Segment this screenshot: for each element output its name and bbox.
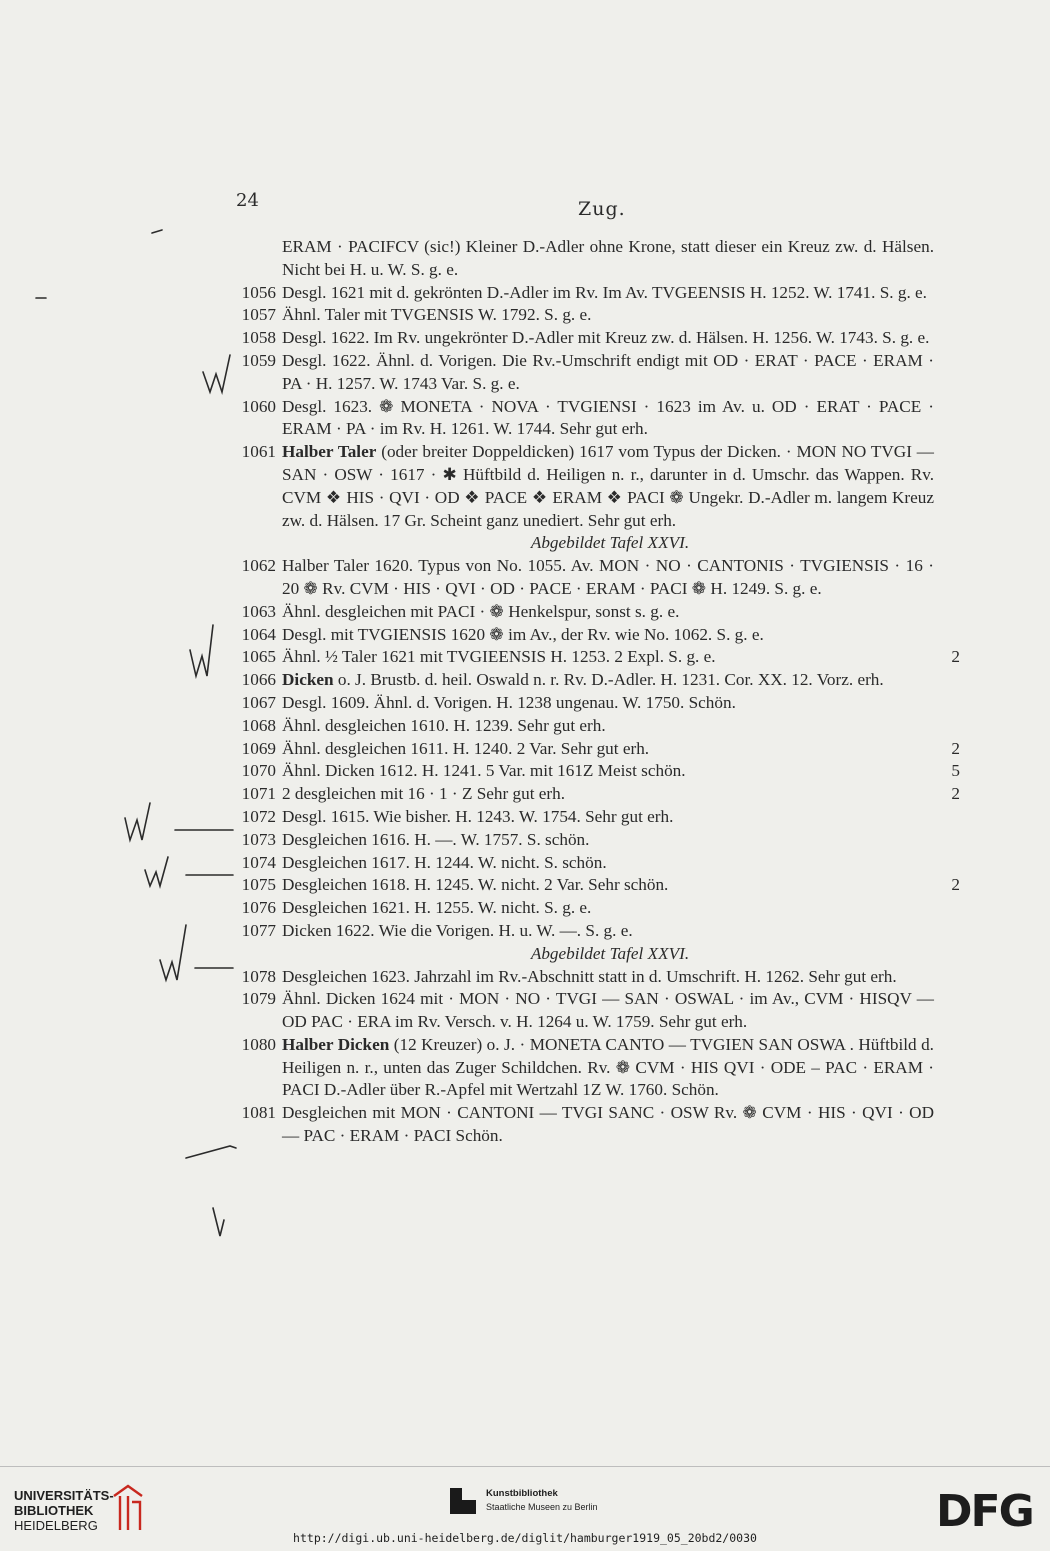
- plate-caption: Abgebildet Tafel XXVI.: [530, 533, 690, 553]
- entry-number: 1069: [241, 738, 276, 758]
- entry-text: [282, 897, 960, 920]
- entry-description: Halber Taler 1620. Typus von No. 1055. Av. MON · NO · CANTONIS · TVGIENSIS · 16 · 20 ❁ Rv. CVM · HIS · QVI · OD · PACE · ERAM · PACI ❁ H. 1249. S. g. e.: [282, 556, 934, 598]
- plate-caption: Abgebildet Tafel XXVI.: [530, 943, 690, 963]
- entry-description: o. J. Brustb. d. heil. Oswald n. r. Rv. D.-Adler. H. 1231. Cor. XX. 12. Vorz. erh.: [333, 670, 884, 690]
- entry-text: [282, 920, 960, 943]
- entry-number: 1066: [241, 670, 276, 690]
- catalog-entry: [230, 988, 960, 1034]
- entry-title: Halber Dicken: [282, 1034, 390, 1054]
- entry-description: Ähnl. Dicken 1612. H. 1241. 5 Var. mit 161Z Meist schön.: [282, 761, 686, 781]
- catalog-entry: [230, 601, 960, 624]
- footer-divider: [0, 1466, 1050, 1467]
- entry-description: Ähnl. desgleichen 1611. H. 1240. 2 Var. Sehr gut erh.: [282, 738, 650, 758]
- entry-description: 2 desgleichen mit 16 · 1 · Z Sehr gut erh.: [282, 784, 566, 804]
- entry-description: Desgl. 1623. ❁ MONETA · NOVA · TVGIENSI · 1623 im Av. u. OD · ERAT · PACE · ERAM · PA · im Rv. H. 1261. W. 1744. Sehr gut erh.: [282, 396, 934, 439]
- catalog-entry: [230, 555, 960, 601]
- entry-description: Desgleichen 1617. H. 1244. W. nicht. S. schön.: [282, 852, 607, 872]
- catalog-entry: [230, 350, 960, 396]
- entry-number: 1059: [241, 350, 276, 370]
- partner-title: Kunstbibliothek: [486, 1488, 558, 1499]
- pencil-line-1079: [186, 1146, 236, 1158]
- entry-number: 1060: [241, 396, 276, 416]
- entry-description: Desgl. 1622. Ähnl. d. Vorigen. Die Rv.-Umschrift endigt mit OD · ERAT · PACE · ERAM · PA · H. 1257. W. 1743 Var. S. g. e.: [282, 350, 934, 393]
- entry-number: 1080: [241, 1034, 276, 1054]
- entry-text: [282, 669, 960, 692]
- entry-number: [230, 236, 282, 282]
- entry-text: [282, 350, 960, 396]
- entry-text: [282, 852, 960, 875]
- entry-text: [282, 282, 960, 305]
- entry-text: [282, 874, 960, 897]
- entry-text: [282, 441, 960, 532]
- entry-number: 1056: [241, 282, 276, 302]
- catalog-entry: [230, 692, 960, 715]
- entry-number: 1072: [241, 806, 276, 826]
- entry-text: [282, 1034, 960, 1102]
- entry-quantity: 2: [951, 784, 960, 804]
- entry-number: 1062: [241, 556, 276, 576]
- entry-description: Dicken 1622. Wie die Vorigen. H. u. W. —. S. g. e.: [282, 920, 633, 940]
- entry-quantity: 2: [951, 647, 960, 667]
- entry-number: 1063: [241, 601, 276, 621]
- catalog-entry: [230, 441, 960, 532]
- entry-title: Halber Taler: [282, 442, 377, 462]
- pencil-tick-top: [152, 230, 162, 233]
- entry-number: 1064: [241, 624, 276, 644]
- entry-description: Desgl. 1609. Ähnl. d. Vorigen. H. 1238 ungenau. W. 1750. Schön.: [282, 692, 736, 712]
- entry-description: ERAM · PACIFCV (sic!) Kleiner D.-Adler ohne Krone, statt dieser ein Kreuz zw. d. Hälsen. Nicht bei H. u. W. S. g. e.: [282, 237, 934, 279]
- entry-number: 1070: [241, 761, 276, 781]
- library-logo-mark-icon: [110, 1484, 146, 1534]
- university-library-logo[interactable]: [14, 1488, 114, 1533]
- entry-text: [282, 966, 960, 989]
- entry-description: Desgl. 1621 mit d. gekrönten D.-Adler im Rv. Im Av. TVGEENSIS H. 1252. W. 1741. S. g. e.: [282, 282, 927, 302]
- entry-text: [282, 692, 960, 715]
- entry-text: [282, 988, 960, 1034]
- entry-number: 1068: [241, 715, 276, 735]
- entry-number: 1077: [241, 920, 276, 940]
- entry-quantity: 5: [951, 761, 960, 781]
- entry-text: [282, 646, 960, 669]
- entry-text: [282, 829, 960, 852]
- entry-description: Ähnl. ½ Taler 1621 mit TVGIEENSIS H. 1253. 2 Expl. S. g. e.: [282, 647, 716, 667]
- entry-text: [282, 806, 960, 829]
- catalog-entry: [230, 1034, 960, 1102]
- entry-number: 1061: [241, 442, 276, 462]
- library-line-3: HEIDELBERG: [14, 1518, 98, 1533]
- catalog-entry: [230, 897, 960, 920]
- entry-number: 1065: [241, 647, 276, 667]
- entry-quantity: 2: [951, 738, 960, 758]
- catalog-entry: [230, 1102, 960, 1148]
- catalog-entry: [230, 738, 960, 761]
- entry-text: [282, 783, 960, 806]
- entry-number: 1074: [241, 852, 276, 872]
- catalog-entry: [230, 966, 960, 989]
- entry-description: Desgleichen 1616. H. —. W. 1757. S. schön.: [282, 829, 590, 849]
- catalog-entry: [230, 852, 960, 875]
- catalog-entry: [230, 669, 960, 692]
- kunstbibliothek-mark-icon: [448, 1486, 478, 1516]
- pencil-mark-1062: [190, 625, 213, 676]
- entry-description: Desgl. mit TVGIENSIS 1620 ❁ im Av., der Rv. wie No. 1062. S. g. e.: [282, 624, 764, 644]
- entry-description: Desgleichen 1618. H. 1245. W. nicht. 2 Var. Sehr schön.: [282, 875, 669, 895]
- pencil-mark-1080: [213, 1208, 224, 1236]
- entry-text: [282, 304, 960, 327]
- dfg-logo[interactable]: DFG: [936, 1486, 1033, 1537]
- entry-description: Desgl. 1615. Wie bisher. H. 1243. W. 1754. Sehr gut erh.: [282, 806, 674, 826]
- pencil-mark-1067: [125, 803, 150, 840]
- catalog-entry: [230, 282, 960, 305]
- entry-text: [282, 396, 960, 442]
- catalog-entry: [230, 783, 960, 806]
- entry-quantity: 2: [951, 875, 960, 895]
- entry-description: Ähnl. Dicken 1624 mit · MON · NO · TVGI — SAN · OSWAL · im Av., CVM · HISQV — OD PAC · ERA im Rv. Versch. v. H. 1264 u. W. 1759. Sehr gut erh.: [282, 989, 934, 1032]
- entry-text: [282, 715, 960, 738]
- catalog-entry: [230, 760, 960, 783]
- partner-subtitle: Staatliche Museen zu Berlin: [486, 1502, 598, 1512]
- entry-text: [282, 738, 960, 761]
- entry-text: [282, 327, 960, 350]
- entry-number: 1076: [241, 898, 276, 918]
- entry-description: Desgleichen mit MON · CANTONI — TVGI SANC · OSW Rv. ❁ CVM · HIS · QVI · OD — PAC · ERAM · PACI Schön.: [282, 1103, 934, 1146]
- entry-number: 1078: [241, 966, 276, 986]
- entry-text: [282, 1102, 960, 1148]
- kunstbibliothek-logo[interactable]: [448, 1486, 598, 1521]
- catalog-entry: [230, 715, 960, 738]
- entry-description: Ähnl. desgleichen mit PACI · ❁ Henkelspur, sonst s. g. e.: [282, 601, 680, 621]
- catalog-entry: [230, 874, 960, 897]
- entry-description: Ähnl. Taler mit TVGENSIS W. 1792. S. g. e.: [282, 305, 592, 325]
- entry-description: (oder breiter Doppeldicken) 1617 vom Typus der Dicken. · MON NO TVGI — SAN · OSW · 1617 · ✱ Hüftbild d. Heiligen n. r., darunter in d. Umschr. das Wappen. Rv. CVM ❖ HIS · QVI · OD ❖ PACE ❖ ERAM ❖ PACI ❁ Ungekr. D.-Adler m. langem Kreuz zw. d. Hälsen. 17 Gr. Scheint ganz unediert. Sehr gut erh.: [282, 442, 934, 530]
- library-line-1: UNIVERSITÄTS-: [14, 1488, 114, 1503]
- entry-description: Desgl. 1622. Im Rv. ungekrönter D.-Adler mit Kreuz zw. d. Hälsen. H. 1256. W. 1743. S. g. e.: [282, 328, 930, 348]
- pencil-mark-1074: [160, 925, 186, 980]
- entry-text: [282, 624, 960, 647]
- entry-text: [282, 236, 960, 282]
- entry-number: 1067: [241, 692, 276, 712]
- pencil-mark-1070: [145, 857, 168, 886]
- page-number: 24: [236, 190, 259, 211]
- entry-title: Dicken: [282, 670, 334, 690]
- entry-text: [282, 760, 960, 783]
- entry-number: 1057: [241, 305, 276, 325]
- catalog-entry: [230, 624, 960, 647]
- catalog-entry: [230, 646, 960, 669]
- catalog-entry: [230, 304, 960, 327]
- entry-number: 1073: [241, 829, 276, 849]
- catalog-entry: [230, 829, 960, 852]
- entry-description: Desgleichen 1621. H. 1255. W. nicht. S. g. e.: [282, 898, 592, 918]
- entry-description: Desgleichen 1623. Jahrzahl im Rv.-Abschnitt statt in d. Umschrift. H. 1262. Sehr gut erh.: [282, 966, 897, 986]
- catalog-entry: [230, 396, 960, 442]
- entry-number: 1071: [241, 784, 276, 804]
- entry-number: 1081: [241, 1103, 276, 1123]
- entry-text: [282, 555, 960, 601]
- entry-number: 1075: [241, 875, 276, 895]
- pencil-mark-1058: [203, 355, 230, 392]
- entry-number: 1079: [241, 989, 276, 1009]
- catalog-entry: [230, 236, 960, 282]
- catalog-entries: [230, 236, 960, 1148]
- entry-text: [282, 601, 960, 624]
- entry-description: (12 Kreuzer) o. J. · MONETA CANTO — TVGIEN SAN OSWA . Hüftbild d. Heiligen n. r., unten das Zuger Schildchen. Rv. ❁ CVM · HIS QVI · ODE – PAC · ERAM · PACI D.-Adler über R.-Apfel mit Wertzahl 1Z W. 1760. Schön.: [282, 1034, 934, 1100]
- catalog-entry: [230, 806, 960, 829]
- permalink-url[interactable]: http://digi.ub.uni-heidelberg.de/diglit/hamburger1919_05_20bd2/0030: [293, 1531, 757, 1545]
- library-line-2: BIBLIOTHEK: [14, 1503, 94, 1518]
- catalog-entry: [230, 920, 960, 943]
- page-heading: Zug.: [578, 198, 626, 220]
- catalog-entry: [230, 327, 960, 350]
- entry-number: 1058: [241, 328, 276, 348]
- entry-description: Ähnl. desgleichen 1610. H. 1239. Sehr gut erh.: [282, 715, 606, 735]
